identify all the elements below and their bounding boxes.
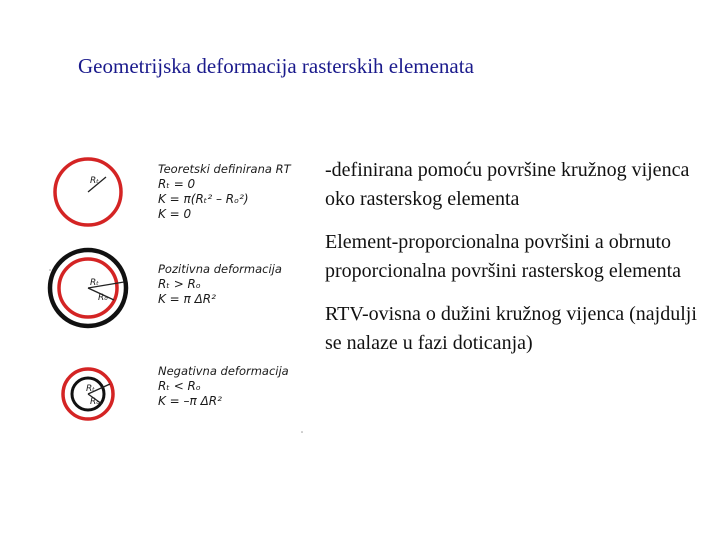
positive-line-2: K = π ΔR² [158, 292, 216, 306]
negative-text [158, 364, 289, 409]
negative-heading: Negativna deformacija [158, 364, 289, 378]
theoretical-radius-label: Rₜ [90, 176, 99, 186]
description-item-element: Element-proporcionalna površini a obrnuto proporcionalna površini rasterskog elementa [325, 231, 681, 282]
scan-speck [49, 269, 51, 271]
deformation-figure [40, 150, 310, 440]
theoretical-line-2: K = π(Rₜ² – Rₒ²) [158, 192, 249, 206]
negative-line-1: Rₜ < Rₒ [158, 379, 201, 393]
theoretical-line-3: K = 0 [158, 207, 192, 221]
theoretical-line-1: Rₜ = 0 [158, 177, 196, 191]
negative-line-2: K = –π ΔR² [158, 394, 222, 408]
description-list [325, 156, 710, 372]
positive-text [158, 262, 282, 307]
positive-outer-radius-label: Rₜ [90, 278, 99, 288]
description-item-rtv: RTV-ovisna o dužini kružnog vijenca (najdulji se nalaze u fazi doticanja) [325, 303, 697, 354]
positive-inner-radius-label: Rₒ [98, 293, 108, 303]
scan-speck [301, 431, 303, 433]
positive-heading: Pozitivna deformacija [158, 262, 282, 276]
negative-outer-radius-label: Rₜ [86, 384, 95, 394]
negative-inner-radius-label: Rₒ [90, 397, 100, 407]
positive-line-1: Rₜ > Rₒ [158, 277, 201, 291]
positive-diagram [50, 250, 126, 326]
theoretical-heading: Teoretski definirana RT [158, 162, 291, 176]
description-item-definition: -definirana pomoću površine kružnog vijenca oko rasterskog elementa [325, 159, 690, 210]
page-title: Geometrijska deformacija rasterskih elemenata [78, 54, 474, 78]
theoretical-diagram [55, 159, 121, 225]
theoretical-text [158, 162, 291, 222]
